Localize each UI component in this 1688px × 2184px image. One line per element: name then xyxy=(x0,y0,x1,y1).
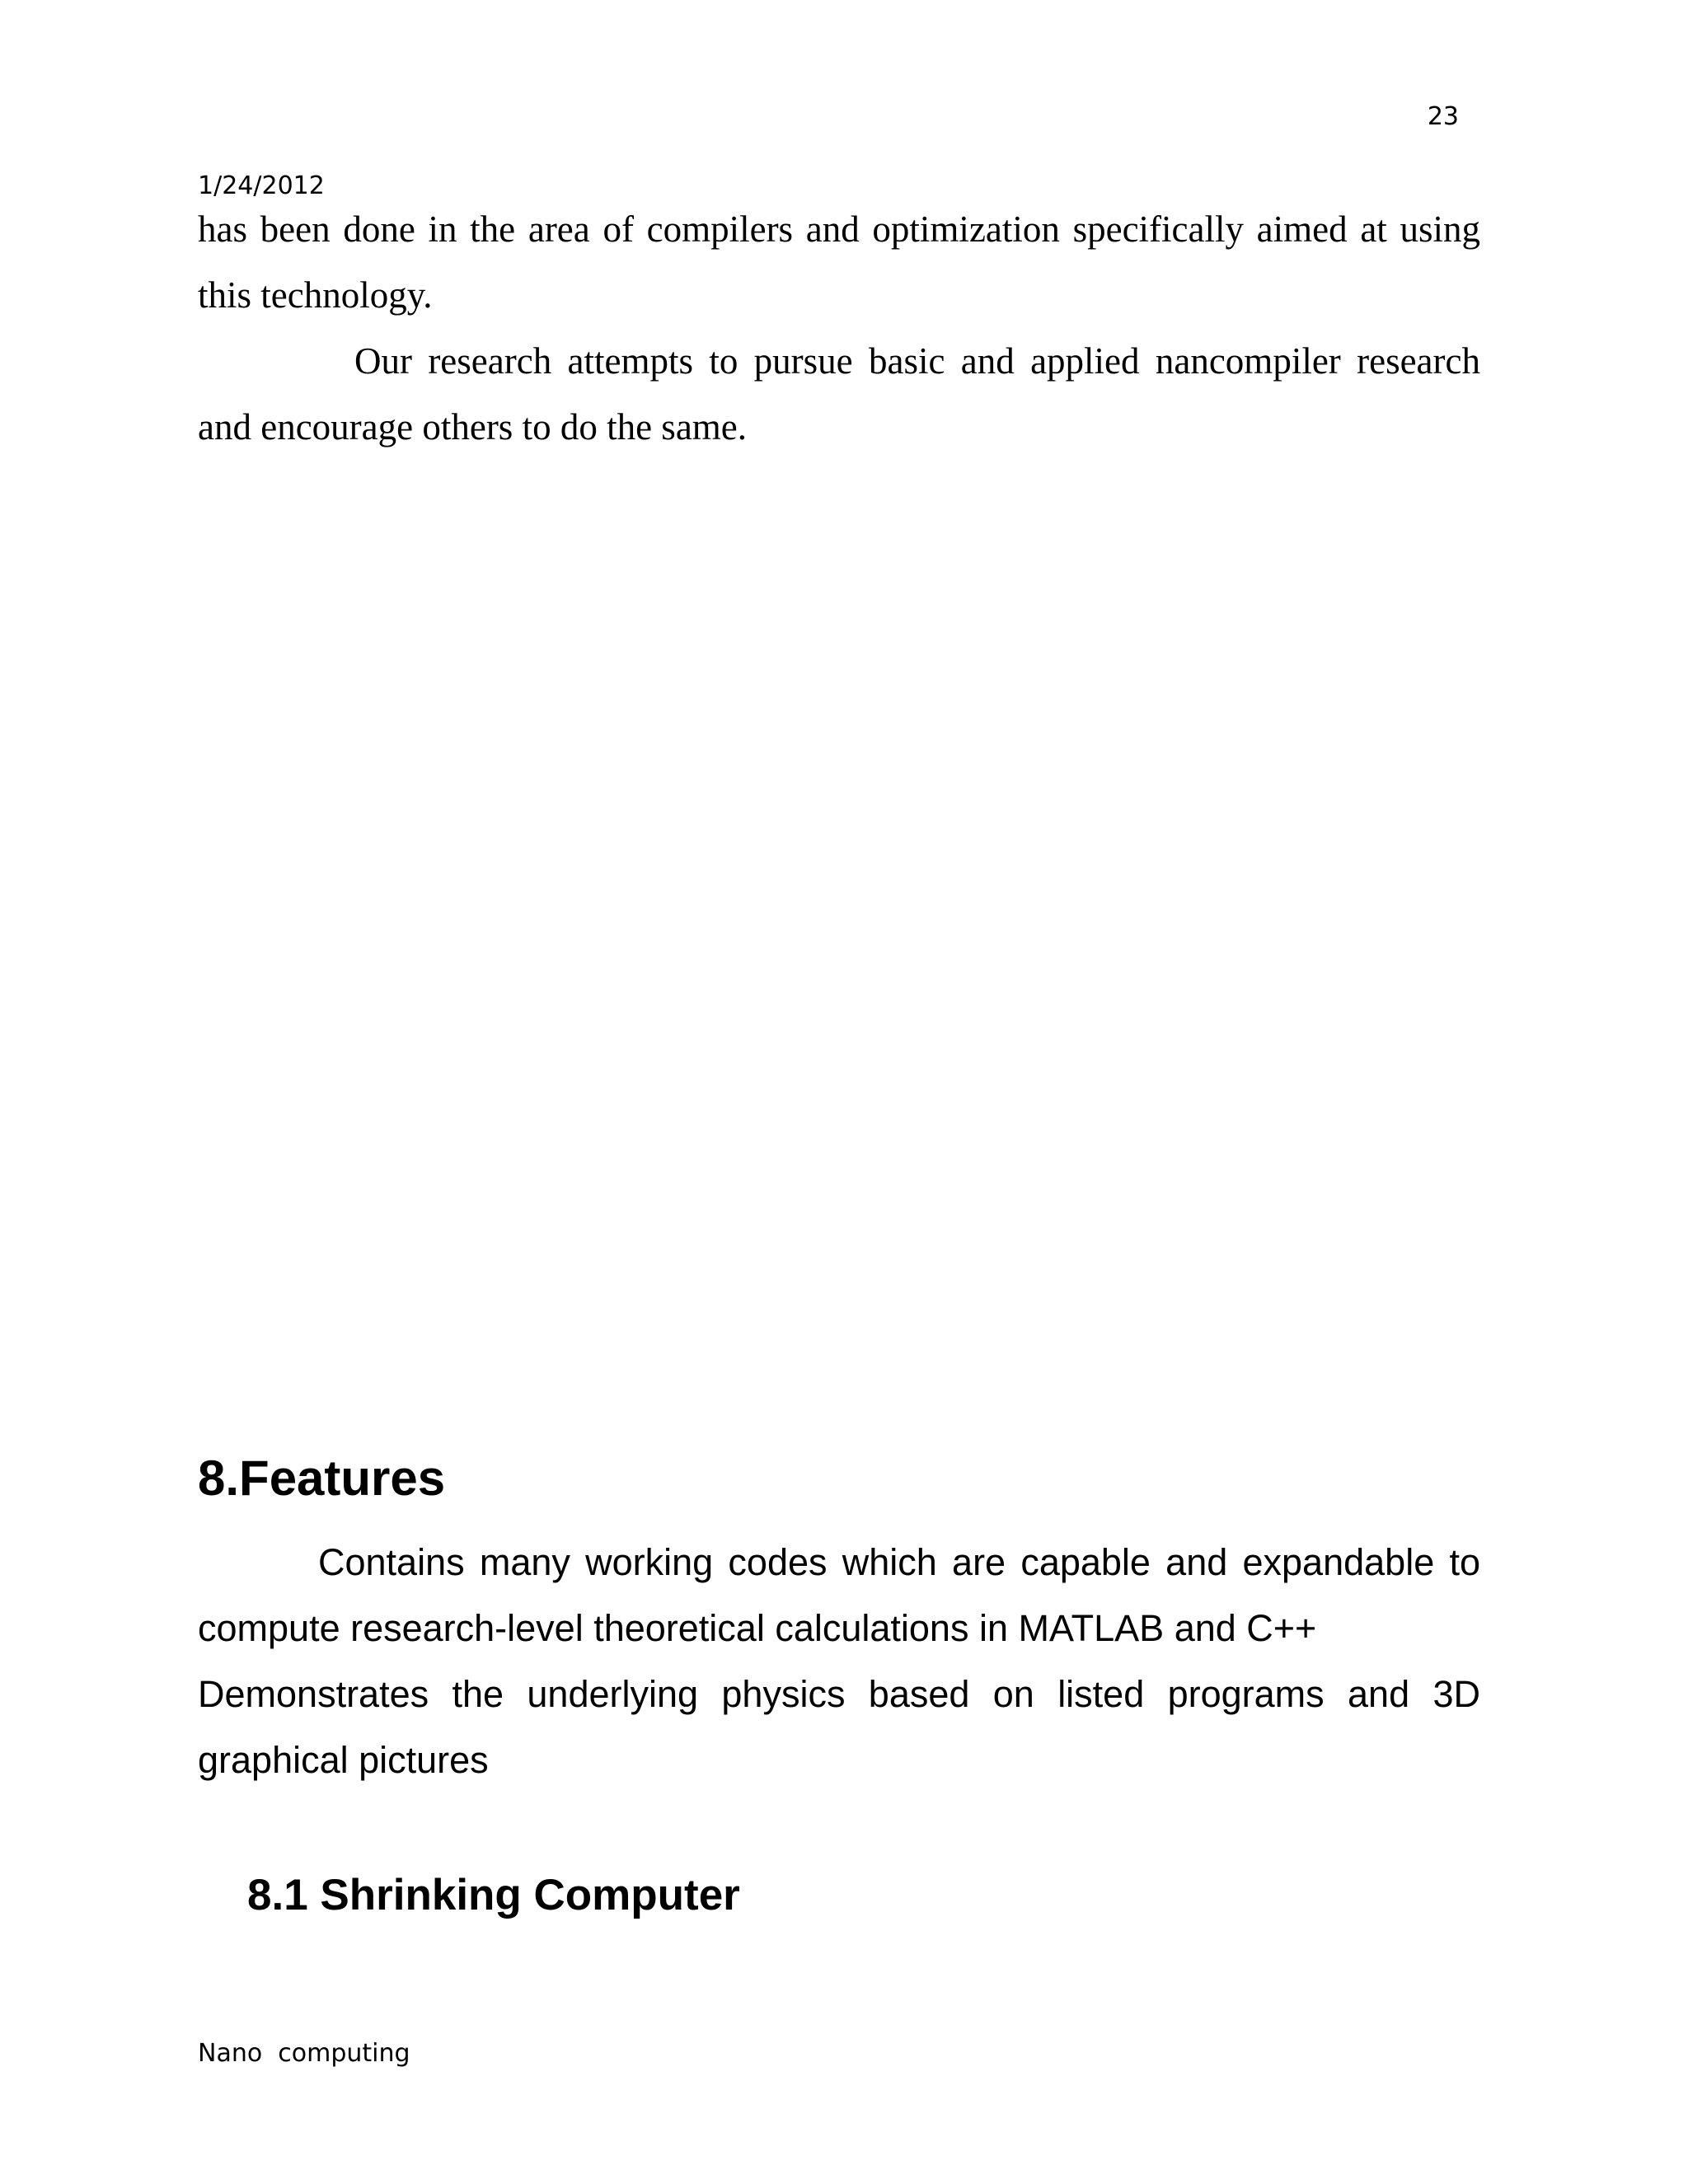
page-number: 23 xyxy=(1427,102,1459,131)
page-footer: Nano computing xyxy=(198,2039,410,2068)
section-heading-features: 8.Features xyxy=(198,1451,446,1506)
features-text-block xyxy=(198,1530,1480,1793)
subsection-heading-shrinking-computer: 8.1 Shrinking Computer xyxy=(247,1871,740,1919)
header-date: 1/24/2012 xyxy=(198,171,325,200)
features-paragraph: Contains many working codes which are capable and expandable to compute research-level theoretical calculations in MATLAB and C++ xyxy=(198,1541,1480,1649)
body-paragraph: Our research attempts to pursue basic and applied nancompiler research and encourage others to do the same. xyxy=(198,340,1480,448)
features-paragraph: Demonstrates the underlying physics based on listed programs and 3D graphical pictures xyxy=(198,1673,1480,1781)
body-text-block xyxy=(198,196,1480,460)
body-paragraph: has been done in the area of compilers and optimization specifically aimed at using this technology. xyxy=(198,209,1480,316)
